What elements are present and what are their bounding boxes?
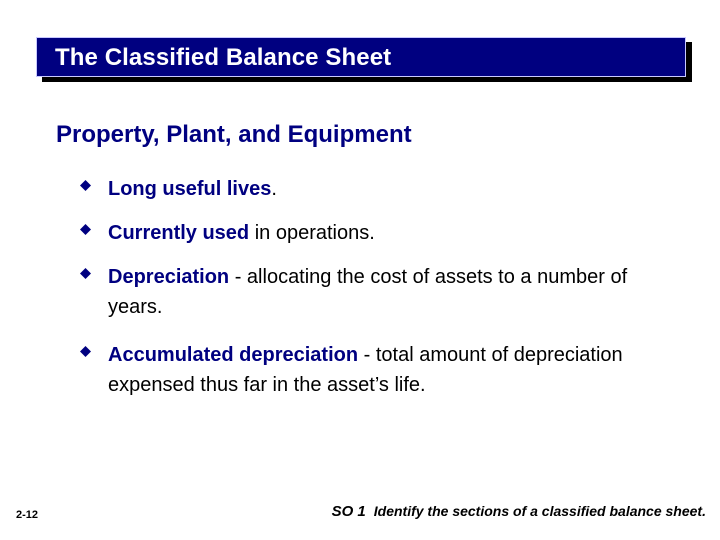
study-objective — [332, 503, 706, 520]
bullet-text — [108, 174, 678, 204]
title-bar — [36, 37, 686, 77]
section-heading: Property, Plant, and Equipment — [56, 121, 412, 148]
slide-title: The Classified Balance Sheet — [55, 44, 392, 71]
bullet-term: Depreciation — [108, 266, 230, 288]
diamond-bullet-icon — [80, 346, 91, 357]
diamond-bullet-icon — [80, 180, 91, 191]
bullet-description: . — [271, 178, 277, 200]
diamond-bullet-icon — [80, 224, 91, 235]
bullet-description: in operations. — [249, 222, 375, 244]
bullet-text — [108, 262, 678, 322]
bullet-term: Long useful lives — [108, 178, 272, 200]
bullet-description: - allocating the cost of assets to a number of years. — [108, 266, 628, 318]
bullet-text — [108, 340, 678, 400]
objective-text: Identify the sections of a classified balance sheet. — [373, 503, 706, 519]
bullet-description: - total amount of depreciation expensed thus far in the asset’s life. — [108, 344, 623, 396]
diamond-bullet-icon — [80, 268, 91, 279]
bullet-text — [108, 218, 678, 248]
objective-code: SO 1 — [331, 503, 366, 520]
bullet-term: Currently used — [108, 222, 250, 244]
slide-number: 2-12 — [16, 509, 39, 521]
bullet-term: Accumulated depreciation — [108, 344, 359, 366]
